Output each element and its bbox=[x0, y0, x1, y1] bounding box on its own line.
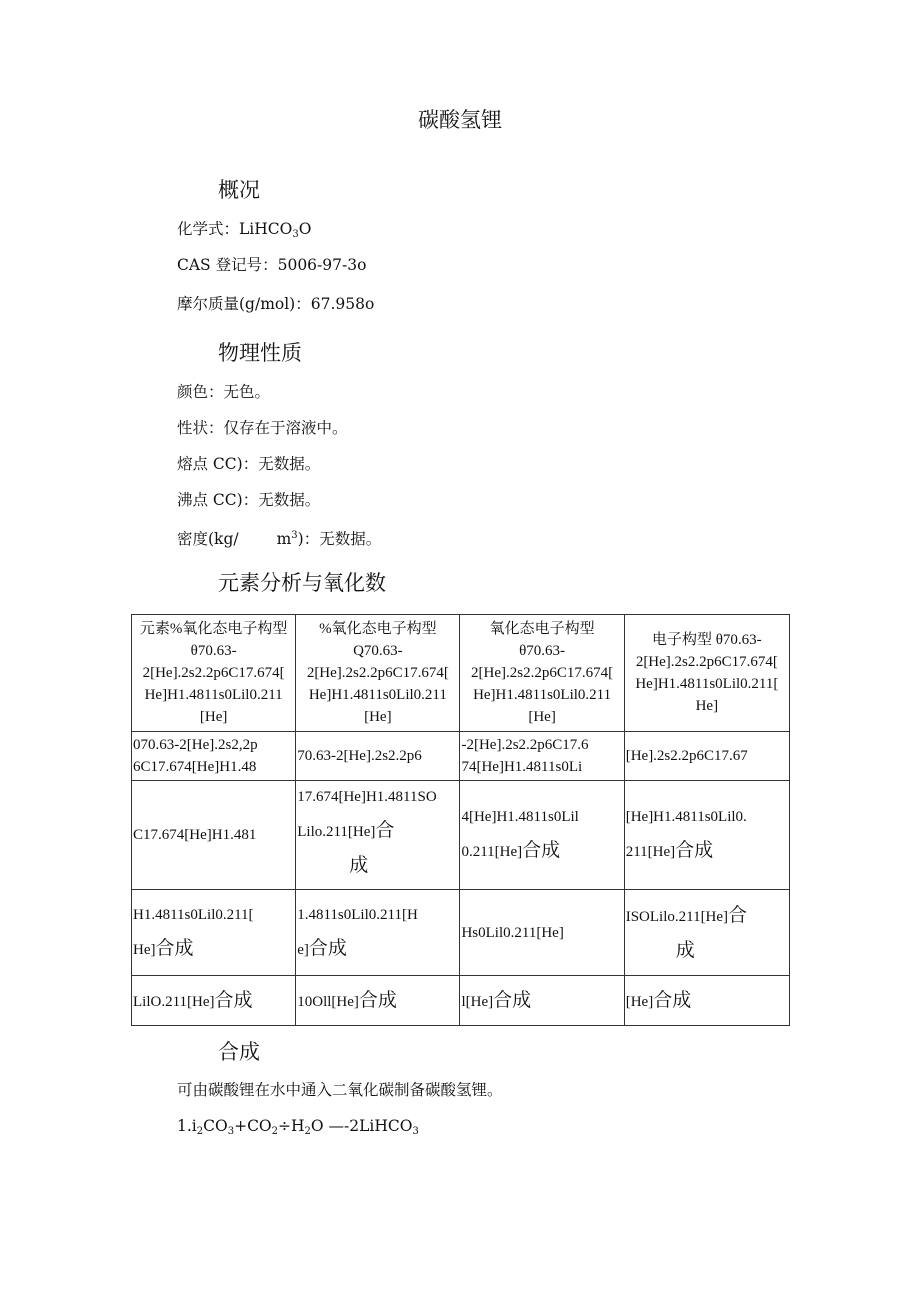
synthesis-equation: $1.i_2CO_3+CO_2\div H_2O$ —-2LiHCO$_3$ bbox=[177, 1117, 419, 1137]
table-cell: 4[He]H1.4811s0Lil 0.211[He]合成 bbox=[460, 781, 624, 890]
table-cell: [He]H1.4811s0Lil0. 211[He]合成 bbox=[624, 781, 789, 890]
color-line: 颜色：无色。 bbox=[177, 383, 271, 401]
synthesis-description: 可由碳酸锂在水中通入二氧化碳制备碳酸氢锂。 bbox=[177, 1081, 503, 1099]
table-cell: C17.674[He]H1.481 bbox=[132, 781, 296, 890]
table-row bbox=[132, 976, 790, 1026]
cas-line: CAS 登记号：5006-97-3o bbox=[177, 256, 367, 274]
table-cell: 70.63-2[He].2s2.2p6 bbox=[296, 732, 460, 781]
table-cell: 17.674[He]H1.4811SO Lilo.211[He]合 成 bbox=[296, 781, 460, 890]
table-cell: ISOLilo.211[He]合 成 bbox=[624, 890, 789, 976]
table-cell: 1.4811s0Lil0.211[H e]合成 bbox=[296, 890, 460, 976]
melting-line: 熔点 CC)：无数据。 bbox=[177, 455, 321, 473]
table-cell: H1.4811s0Lil0.211[ He]合成 bbox=[132, 890, 296, 976]
table-row bbox=[132, 890, 790, 976]
table-cell: LilO.211[He]合成 bbox=[132, 976, 296, 1026]
heading-overview: 概况 bbox=[218, 178, 260, 202]
table-cell: 电子构型 θ70.63- 2[He].2s2.2p6C17.674[ He]H1.4811s0Lil0.211[ He] bbox=[624, 615, 789, 732]
state-line: 性状：仅存在于溶液中。 bbox=[177, 419, 348, 437]
element-table bbox=[131, 614, 790, 1026]
heading-elements: 元素分析与氧化数 bbox=[218, 571, 386, 595]
formula-line bbox=[177, 217, 311, 240]
table-cell: [He]合成 bbox=[624, 976, 789, 1026]
table-cell: 元素%氧化态电子构型 θ70.63- 2[He].2s2.2p6C17.674[ He]H1.4811s0Lil0.211 [He] bbox=[132, 615, 296, 732]
table-cell: -2[He].2s2.2p6C17.6 74[He]H1.4811s0Li bbox=[460, 732, 624, 781]
page-title: 碳酸氢锂 bbox=[418, 108, 502, 132]
boiling-line: 沸点 CC)：无数据。 bbox=[177, 491, 321, 509]
table-cell: l[He]合成 bbox=[460, 976, 624, 1026]
table-cell: 10Oll[He]合成 bbox=[296, 976, 460, 1026]
table-row bbox=[132, 732, 790, 781]
table-cell: %氧化态电子构型 Q70.63- 2[He].2s2.2p6C17.674[ He]H1.4811s0Lil0.211 [He] bbox=[296, 615, 460, 732]
density-line: 密度(kg/ $m^3$)：无数据。 bbox=[177, 530, 382, 548]
molar-mass-line: 摩尔质量(g/mol)：67.958o bbox=[177, 295, 375, 313]
table-cell: 氧化态电子构型 θ70.63- 2[He].2s2.2p6C17.674[ He]H1.4811s0Lil0.211 [He] bbox=[460, 615, 624, 732]
formula-label: 化学式： bbox=[177, 220, 240, 238]
heading-synthesis: 合成 bbox=[218, 1040, 260, 1064]
table-cell: 070.63-2[He].2s2,2p 6C17.674[He]H1.48 bbox=[132, 732, 296, 781]
table-row bbox=[132, 781, 790, 890]
table-row bbox=[132, 615, 790, 732]
heading-physical: 物理性质 bbox=[218, 341, 302, 365]
table-cell: Hs0Lil0.211[He] bbox=[460, 890, 624, 976]
table-cell: [He].2s2.2p6C17.67 bbox=[624, 732, 789, 781]
formula-value: LiHCO$_3$O bbox=[239, 220, 312, 240]
